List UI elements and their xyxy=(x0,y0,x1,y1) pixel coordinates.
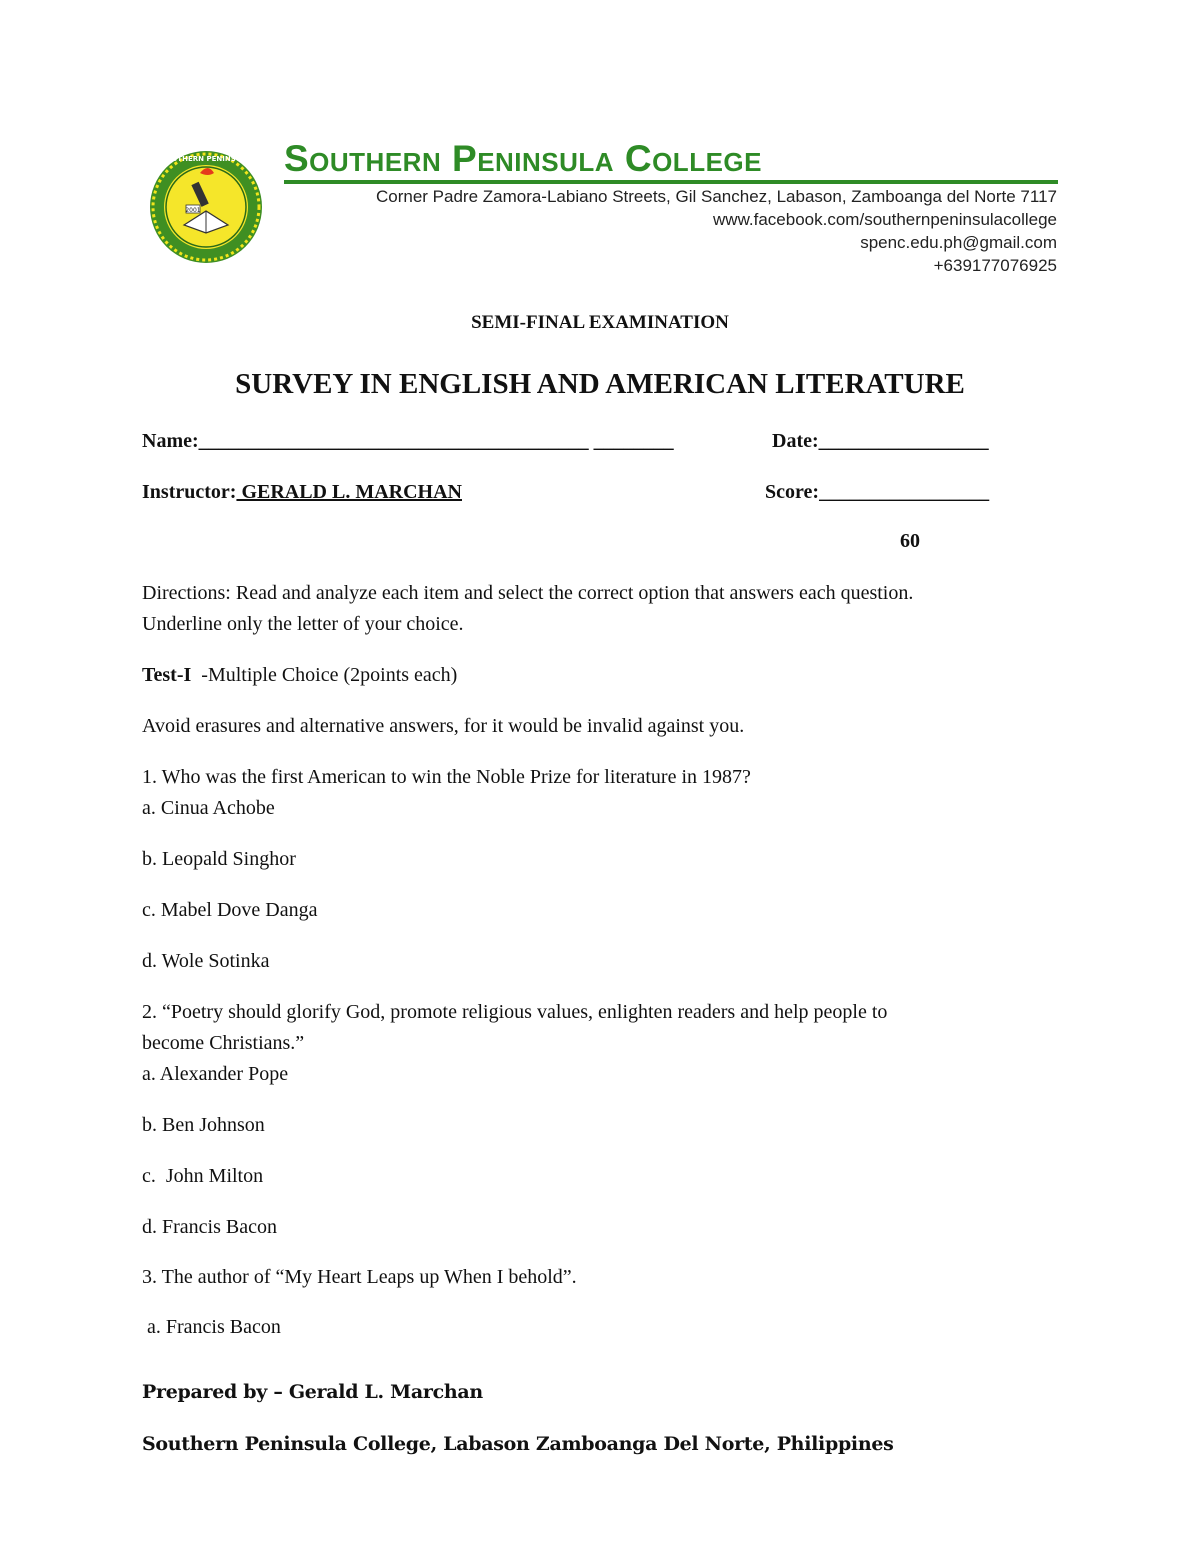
directions-line-1: Directions: Read and analyze each item and select the correct option that answers each question. xyxy=(142,582,914,604)
name-label: Name: xyxy=(142,430,199,452)
institution-footer: Southern Peninsula College, Labason Zamboanga Del Norte, Philippines xyxy=(142,1433,894,1455)
score-total: 60 xyxy=(900,530,920,552)
instructor-field xyxy=(142,481,462,504)
question-1-option-b[interactable]: b. Leopald Singhor xyxy=(142,848,296,870)
college-name: Southern Peninsula College xyxy=(284,138,762,179)
prepared-by: Prepared by – Gerald L. Marchan xyxy=(142,1381,483,1403)
svg-text:2001: 2001 xyxy=(185,207,201,214)
test-description: -Multiple Choice (2points each) xyxy=(191,664,458,686)
question-2-option-c[interactable]: c. John Milton xyxy=(142,1165,264,1187)
test-label: Test-I xyxy=(142,664,192,686)
question-1-stem: 1. Who was the first American to win the Noble Prize for literature in 1987? xyxy=(142,766,751,788)
subject-title: SURVEY IN ENGLISH AND AMERICAN LITERATURE xyxy=(235,368,965,400)
college-address: Corner Padre Zamora-Labiano Streets, Gil Sanchez, Labason, Zamboanga del Norte 7117 xyxy=(375,187,1057,206)
name-field xyxy=(142,430,674,453)
score-field xyxy=(765,481,989,504)
question-3-option-a[interactable]: a. Francis Bacon xyxy=(142,1316,281,1338)
email-address[interactable]: spenc.edu.ph@gmail.com xyxy=(860,233,1057,252)
college-seal-logo xyxy=(140,150,272,264)
score-blank: _________________ xyxy=(819,481,990,503)
exam-kind: SEMI-FINAL EXAMINATION xyxy=(471,312,729,333)
date-blank: _________________ xyxy=(818,430,989,452)
phone-number: +639177076925 xyxy=(933,256,1057,275)
question-1-option-a[interactable]: a. Cinua Achobe xyxy=(142,797,275,819)
instructor-name: GERALD L. MARCHAN xyxy=(236,481,462,503)
date-label: Date: xyxy=(772,430,819,452)
test-heading xyxy=(142,660,457,691)
date-field xyxy=(772,430,989,453)
question-2-stem-line-2: become Christians.” xyxy=(142,1032,305,1054)
question-2-stem-line-1: 2. “Poetry should glorify God, promote religious values, enlighten readers and help people to xyxy=(142,1001,888,1023)
facebook-link[interactable]: www.facebook.com/southernpeninsulacollege xyxy=(713,210,1057,229)
question-2-option-b[interactable]: b. Ben Johnson xyxy=(142,1114,265,1136)
question-2-option-d[interactable]: d. Francis Bacon xyxy=(142,1216,277,1238)
test-warning: Avoid erasures and alternative answers, for it would be invalid against you. xyxy=(142,715,745,737)
score-label: Score: xyxy=(765,481,820,503)
question-3-stem: 3. The author of “My Heart Leaps up When I behold”. xyxy=(142,1266,577,1288)
svg-text:SOUTHERN PENINSULA: SOUTHERN PENINSULA xyxy=(160,155,252,163)
name-blank: _______________________________________ ________ xyxy=(198,430,674,452)
question-2-option-a[interactable]: a. Alexander Pope xyxy=(142,1063,289,1085)
header-divider xyxy=(284,180,1058,184)
instructor-label: Instructor: xyxy=(142,481,237,503)
question-1-option-d[interactable]: d. Wole Sotinka xyxy=(142,950,270,972)
question-1-option-c[interactable]: c. Mabel Dove Danga xyxy=(142,899,318,921)
directions-line-2: Underline only the letter of your choice. xyxy=(142,613,464,635)
